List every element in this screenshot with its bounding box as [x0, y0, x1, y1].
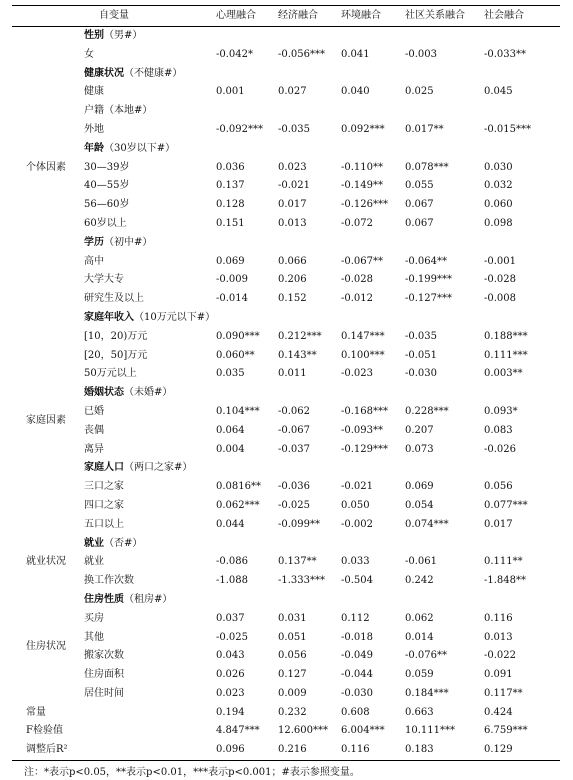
coefficient-cell: -0.033**: [484, 48, 527, 60]
group-label: 就业状况: [26, 556, 66, 568]
coefficient-cell: -0.037: [278, 443, 311, 455]
header-economic: 经济融合: [272, 6, 335, 27]
regression-table: [12, 5, 560, 761]
reference-category: [78, 384, 560, 403]
coefficient-cell: -0.126***: [341, 199, 389, 211]
reference-variable-note: （30岁以下#）: [104, 142, 176, 154]
reference-variable-note: （男#）: [104, 30, 143, 41]
coefficient-cell: 0.077***: [484, 499, 528, 511]
coefficient-cell: 0.0816**: [216, 481, 261, 493]
reference-category: [78, 309, 560, 328]
table-body: [12, 27, 560, 761]
coefficient-cell: -0.023: [341, 368, 374, 380]
coefficient-cell: 0.100***: [341, 349, 385, 361]
coefficient-cell: 0.128: [216, 199, 245, 211]
coefficient-cell: 0.023: [278, 161, 307, 173]
reference-row: [12, 459, 560, 478]
coefficient-cell: -0.099**: [278, 518, 321, 530]
reference-variable-name: 性别: [84, 30, 104, 41]
coefficient-cell: 0.043: [216, 650, 245, 662]
summary-value: 0.183: [399, 741, 478, 760]
variable-label: 离异: [84, 443, 104, 455]
variable-label: 五口以上: [84, 518, 124, 530]
coefficient-cell: 0.056: [278, 650, 307, 662]
coefficient-cell: 0.228***: [405, 405, 449, 417]
variable-label: 三口之家: [84, 481, 124, 493]
summary-value: 0.232: [278, 706, 307, 718]
coefficient-cell: 0.092***: [341, 123, 385, 135]
coefficient-cell: -0.025: [216, 631, 249, 643]
coefficient-cell: 0.035: [216, 368, 245, 380]
coefficient-cell: -0.199***: [405, 274, 453, 286]
coefficient-cell: 0.242: [405, 575, 434, 587]
coefficient-cell: 0.067: [405, 217, 434, 229]
coefficient-cell: 0.111***: [484, 349, 528, 361]
coefficient-cell: 0.009: [278, 687, 307, 699]
coefficient-cell: -0.044: [341, 669, 374, 681]
reference-category: [78, 234, 560, 253]
reference-row: [12, 65, 560, 84]
coefficient-cell: 0.137: [216, 180, 245, 192]
coefficient-cell: 0.206: [278, 274, 307, 286]
coefficient-cell: -0.092***: [216, 123, 264, 135]
coefficient-cell: 0.090***: [216, 330, 260, 342]
table-note: 注：*表示p<0.05，**表示p<0.01，***表示p<0.001；#表示参照变量。: [24, 767, 360, 778]
coefficient-cell: -0.035: [278, 123, 311, 135]
coefficient-cell: 0.116: [484, 612, 513, 624]
coefficient-cell: 0.040: [341, 86, 370, 98]
coefficient-cell: -0.028: [341, 274, 374, 286]
reference-category: [78, 459, 560, 478]
summary-value: 0.216: [272, 741, 335, 760]
coefficient-cell: -0.021: [341, 481, 374, 493]
variable-label: 已婚: [84, 405, 104, 417]
reference-category: [78, 65, 560, 84]
coefficient-cell: 0.025: [405, 86, 434, 98]
coefficient-cell: 0.014: [405, 631, 434, 643]
coefficient-cell: -1.088: [216, 575, 249, 587]
table-row: [12, 478, 560, 497]
coefficient-cell: 0.032: [484, 180, 513, 192]
coefficient-cell: 0.017: [278, 199, 307, 211]
variable-label: 研究生及以上: [84, 293, 144, 305]
reference-row: [12, 234, 560, 253]
summary-value: 12.600***: [278, 725, 328, 737]
summary-row: [12, 722, 560, 741]
reference-row: [12, 535, 560, 554]
coefficient-cell: -0.014: [216, 293, 249, 305]
summary-value: 4.847***: [216, 725, 260, 737]
reference-category: [78, 140, 560, 159]
table-row: [12, 46, 560, 65]
group-label: 住房状况: [26, 640, 66, 652]
coefficient-cell: 0.030: [484, 161, 513, 173]
coefficient-cell: 0.112: [341, 612, 370, 624]
header-community: 社区关系融合: [399, 6, 478, 27]
reference-category: [78, 102, 560, 121]
variable-label: 女: [84, 48, 94, 60]
reference-variable-name: 年龄: [84, 142, 104, 154]
coefficient-cell: 0.004: [216, 443, 245, 455]
header-social: 社会融合: [478, 6, 560, 27]
reference-variable-name: 健康状况: [84, 67, 124, 79]
table-row: [12, 365, 560, 384]
group-label: 个体因素: [26, 161, 66, 173]
table-row: [12, 441, 560, 460]
coefficient-cell: -0.036: [278, 481, 311, 493]
coefficient-cell: -0.012: [341, 293, 374, 305]
coefficient-cell: 0.060: [484, 199, 513, 211]
summary-value: 0.424: [484, 706, 513, 718]
coefficient-cell: 0.001: [216, 86, 245, 98]
summary-value: 10.111***: [405, 725, 455, 737]
coefficient-cell: 0.147***: [341, 330, 385, 342]
coefficient-cell: 0.069: [216, 255, 245, 267]
table-row: [12, 629, 560, 648]
table-row: [12, 666, 560, 685]
coefficient-cell: 0.056: [484, 481, 513, 493]
coefficient-cell: 0.062***: [216, 499, 260, 511]
header-psychological: 心理融合: [210, 6, 272, 27]
coefficient-cell: -0.018: [341, 631, 374, 643]
coefficient-cell: 0.017: [484, 518, 513, 530]
coefficient-cell: -0.127***: [405, 293, 453, 305]
summary-value: 0.663: [405, 706, 434, 718]
coefficient-cell: -0.002: [341, 518, 374, 530]
reference-category: [78, 27, 560, 46]
reference-variable-note: （初中#）: [104, 236, 153, 248]
reference-variable-name: 就业: [84, 537, 104, 549]
coefficient-cell: 0.013: [484, 631, 513, 643]
coefficient-cell: -0.061: [405, 556, 438, 568]
summary-row: [12, 741, 560, 760]
summary-row: [12, 704, 560, 723]
reference-row: [12, 384, 560, 403]
table-row: [12, 121, 560, 140]
coefficient-cell: 0.041: [341, 48, 370, 60]
summary-label: F检验值: [26, 725, 63, 737]
coefficient-cell: -0.067**: [341, 255, 384, 267]
coefficient-cell: 0.062: [405, 612, 434, 624]
coefficient-cell: 0.083: [484, 424, 513, 436]
coefficient-cell: 0.055: [405, 180, 434, 192]
coefficient-cell: -0.021: [278, 180, 311, 192]
group-label: 家庭因素: [26, 415, 66, 427]
coefficient-cell: 0.033: [341, 556, 370, 568]
reference-row: [12, 27, 560, 46]
coefficient-cell: 0.054: [405, 499, 434, 511]
table-row: [12, 328, 560, 347]
variable-label: 大学大专: [84, 274, 124, 286]
summary-value: 0.129: [478, 741, 560, 760]
table-row: [12, 290, 560, 309]
coefficient-cell: 0.152: [278, 293, 307, 305]
variable-label: [10，20)万元: [84, 330, 148, 342]
reference-variable-note: （未婚#）: [124, 387, 173, 399]
coefficient-cell: -0.009: [216, 274, 249, 286]
summary-value: 0.116: [335, 741, 399, 760]
summary-value: 0.194: [216, 706, 245, 718]
coefficient-cell: 0.023: [216, 687, 245, 699]
variable-label: 30—39岁: [84, 161, 130, 173]
coefficient-cell: -0.076**: [405, 650, 448, 662]
summary-value: 6.759***: [484, 725, 528, 737]
coefficient-cell: 0.073: [405, 443, 434, 455]
summary-value: 0.608: [341, 706, 370, 718]
summary-value: 0.096: [210, 741, 272, 760]
table-row: [12, 196, 560, 215]
variable-label: [20，50]万元: [84, 349, 148, 361]
reference-variable-name: 住房性质: [84, 593, 124, 605]
coefficient-cell: -0.030: [341, 687, 374, 699]
table-row: [12, 572, 560, 591]
coefficient-cell: 0.143**: [278, 349, 317, 361]
header-row: [12, 6, 560, 27]
variable-label: 其他: [84, 631, 104, 643]
coefficient-cell: -0.008: [484, 293, 517, 305]
table-row: [12, 422, 560, 441]
summary-value: 6.004***: [341, 725, 385, 737]
coefficient-cell: 0.027: [278, 86, 307, 98]
variable-label: 56—60岁: [84, 199, 130, 211]
reference-variable-name: 婚姻状态: [84, 387, 124, 399]
variable-label: 50万元以上: [84, 368, 137, 380]
table-header: [12, 6, 560, 27]
coefficient-cell: 0.127: [278, 669, 307, 681]
variable-label: 搬家次数: [84, 650, 124, 662]
summary-label: 常量: [26, 706, 46, 718]
reference-variable-name: 家庭年收入: [84, 311, 134, 323]
coefficient-cell: 0.066: [278, 255, 307, 267]
table-row: [12, 497, 560, 516]
coefficient-cell: 0.184***: [405, 687, 449, 699]
coefficient-cell: -0.072: [341, 217, 374, 229]
coefficient-cell: -0.025: [278, 499, 311, 511]
header-variable: 自变量: [12, 6, 210, 27]
table-row: [12, 271, 560, 290]
coefficient-cell: -0.001: [484, 255, 517, 267]
reference-category: [78, 591, 560, 610]
coefficient-cell: 0.059: [405, 669, 434, 681]
variable-label: 换工作次数: [84, 575, 134, 587]
coefficient-cell: -0.067: [278, 424, 311, 436]
variable-label: 高中: [84, 255, 104, 267]
reference-variable-note: （否#）: [104, 537, 143, 549]
coefficient-cell: 0.117**: [484, 687, 523, 699]
variable-label: 居住时间: [84, 687, 124, 699]
coefficient-cell: 0.011: [278, 368, 307, 380]
coefficient-cell: 0.078***: [405, 161, 449, 173]
coefficient-cell: 0.212***: [278, 330, 322, 342]
coefficient-cell: 0.151: [216, 217, 245, 229]
coefficient-cell: 0.017**: [405, 123, 444, 135]
coefficient-cell: -0.093**: [341, 424, 384, 436]
coefficient-cell: 0.091: [484, 669, 513, 681]
coefficient-cell: -0.049: [341, 650, 374, 662]
coefficient-cell: 0.051: [278, 631, 307, 643]
coefficient-cell: -0.035: [405, 330, 438, 342]
coefficient-cell: 0.026: [216, 669, 245, 681]
table-row: [12, 685, 560, 704]
table-row: [12, 215, 560, 234]
coefficient-cell: 0.036: [216, 161, 245, 173]
reference-row: [12, 102, 560, 121]
coefficient-cell: -0.129***: [341, 443, 389, 455]
coefficient-cell: 0.137**: [278, 556, 317, 568]
coefficient-cell: 0.037: [216, 612, 245, 624]
coefficient-cell: -0.504: [341, 575, 374, 587]
coefficient-cell: -0.051: [405, 349, 438, 361]
reference-variable-note: （两口之家#）: [124, 462, 193, 474]
reference-variable-note: （10万元以下#）: [134, 311, 216, 323]
variable-label: 就业: [84, 556, 104, 568]
reference-variable-name: 家庭人口: [84, 462, 124, 474]
variable-label: 健康: [84, 86, 104, 98]
coefficient-cell: 0.031: [278, 612, 307, 624]
reference-row: [12, 309, 560, 328]
coefficient-cell: 0.050: [341, 499, 370, 511]
coefficient-cell: 0.069: [405, 481, 434, 493]
table-row: [12, 516, 560, 535]
reference-variable-note: 户籍（本地#）: [84, 105, 153, 117]
coefficient-cell: 0.104***: [216, 405, 260, 417]
coefficient-cell: 0.060**: [216, 349, 255, 361]
table-row: [12, 610, 560, 629]
coefficient-cell: -0.015***: [484, 123, 532, 135]
coefficient-cell: 0.093*: [484, 405, 518, 417]
coefficient-cell: -0.086: [216, 556, 249, 568]
reference-category: [78, 535, 560, 554]
reference-variable-note: （租房#）: [124, 593, 173, 605]
coefficient-cell: 0.188***: [484, 330, 528, 342]
coefficient-cell: 0.045: [484, 86, 513, 98]
variable-label: 住房面积: [84, 669, 124, 681]
table-row: [12, 159, 560, 178]
coefficient-cell: 0.003**: [484, 368, 523, 380]
variable-label: 丧偶: [84, 424, 104, 436]
coefficient-cell: -0.110**: [341, 161, 384, 173]
coefficient-cell: 0.064: [216, 424, 245, 436]
table-row: [12, 177, 560, 196]
coefficient-cell: 0.207: [405, 424, 434, 436]
coefficient-cell: -0.042*: [216, 48, 254, 60]
table-row: [12, 347, 560, 366]
variable-label: 买房: [84, 612, 104, 624]
variable-label: 40—55岁: [84, 180, 130, 192]
table-row: [12, 253, 560, 272]
reference-variable-note: （不健康#）: [124, 67, 183, 79]
coefficient-cell: 0.098: [484, 217, 513, 229]
table-row: [12, 83, 560, 102]
coefficient-cell: -1.333***: [278, 575, 326, 587]
summary-label: 调整后R²: [12, 741, 210, 760]
coefficient-cell: -0.064**: [405, 255, 448, 267]
coefficient-cell: 0.074***: [405, 518, 449, 530]
coefficient-cell: -0.022: [484, 650, 517, 662]
coefficient-cell: -0.062: [278, 405, 311, 417]
coefficient-cell: -0.026: [484, 443, 517, 455]
coefficient-cell: -0.003: [405, 48, 438, 60]
reference-variable-name: 学历: [84, 236, 104, 248]
coefficient-cell: 0.111**: [484, 556, 523, 568]
coefficient-cell: -0.030: [405, 368, 438, 380]
coefficient-cell: -1.848**: [484, 575, 527, 587]
table-row: [12, 403, 560, 422]
coefficient-cell: 0.067: [405, 199, 434, 211]
coefficient-cell: -0.149**: [341, 180, 384, 192]
coefficient-cell: -0.168***: [341, 405, 389, 417]
header-environment: 环境融合: [335, 6, 399, 27]
coefficient-cell: -0.028: [484, 274, 517, 286]
table-row: [12, 553, 560, 572]
reference-row: [12, 591, 560, 610]
coefficient-cell: 0.013: [278, 217, 307, 229]
variable-label: 60岁以上: [84, 217, 127, 229]
table-row: [12, 647, 560, 666]
coefficient-cell: -0.056***: [278, 48, 326, 60]
coefficient-cell: 0.044: [216, 518, 245, 530]
variable-label: 外地: [84, 123, 104, 135]
variable-label: 四口之家: [84, 499, 124, 511]
reference-row: [12, 140, 560, 159]
